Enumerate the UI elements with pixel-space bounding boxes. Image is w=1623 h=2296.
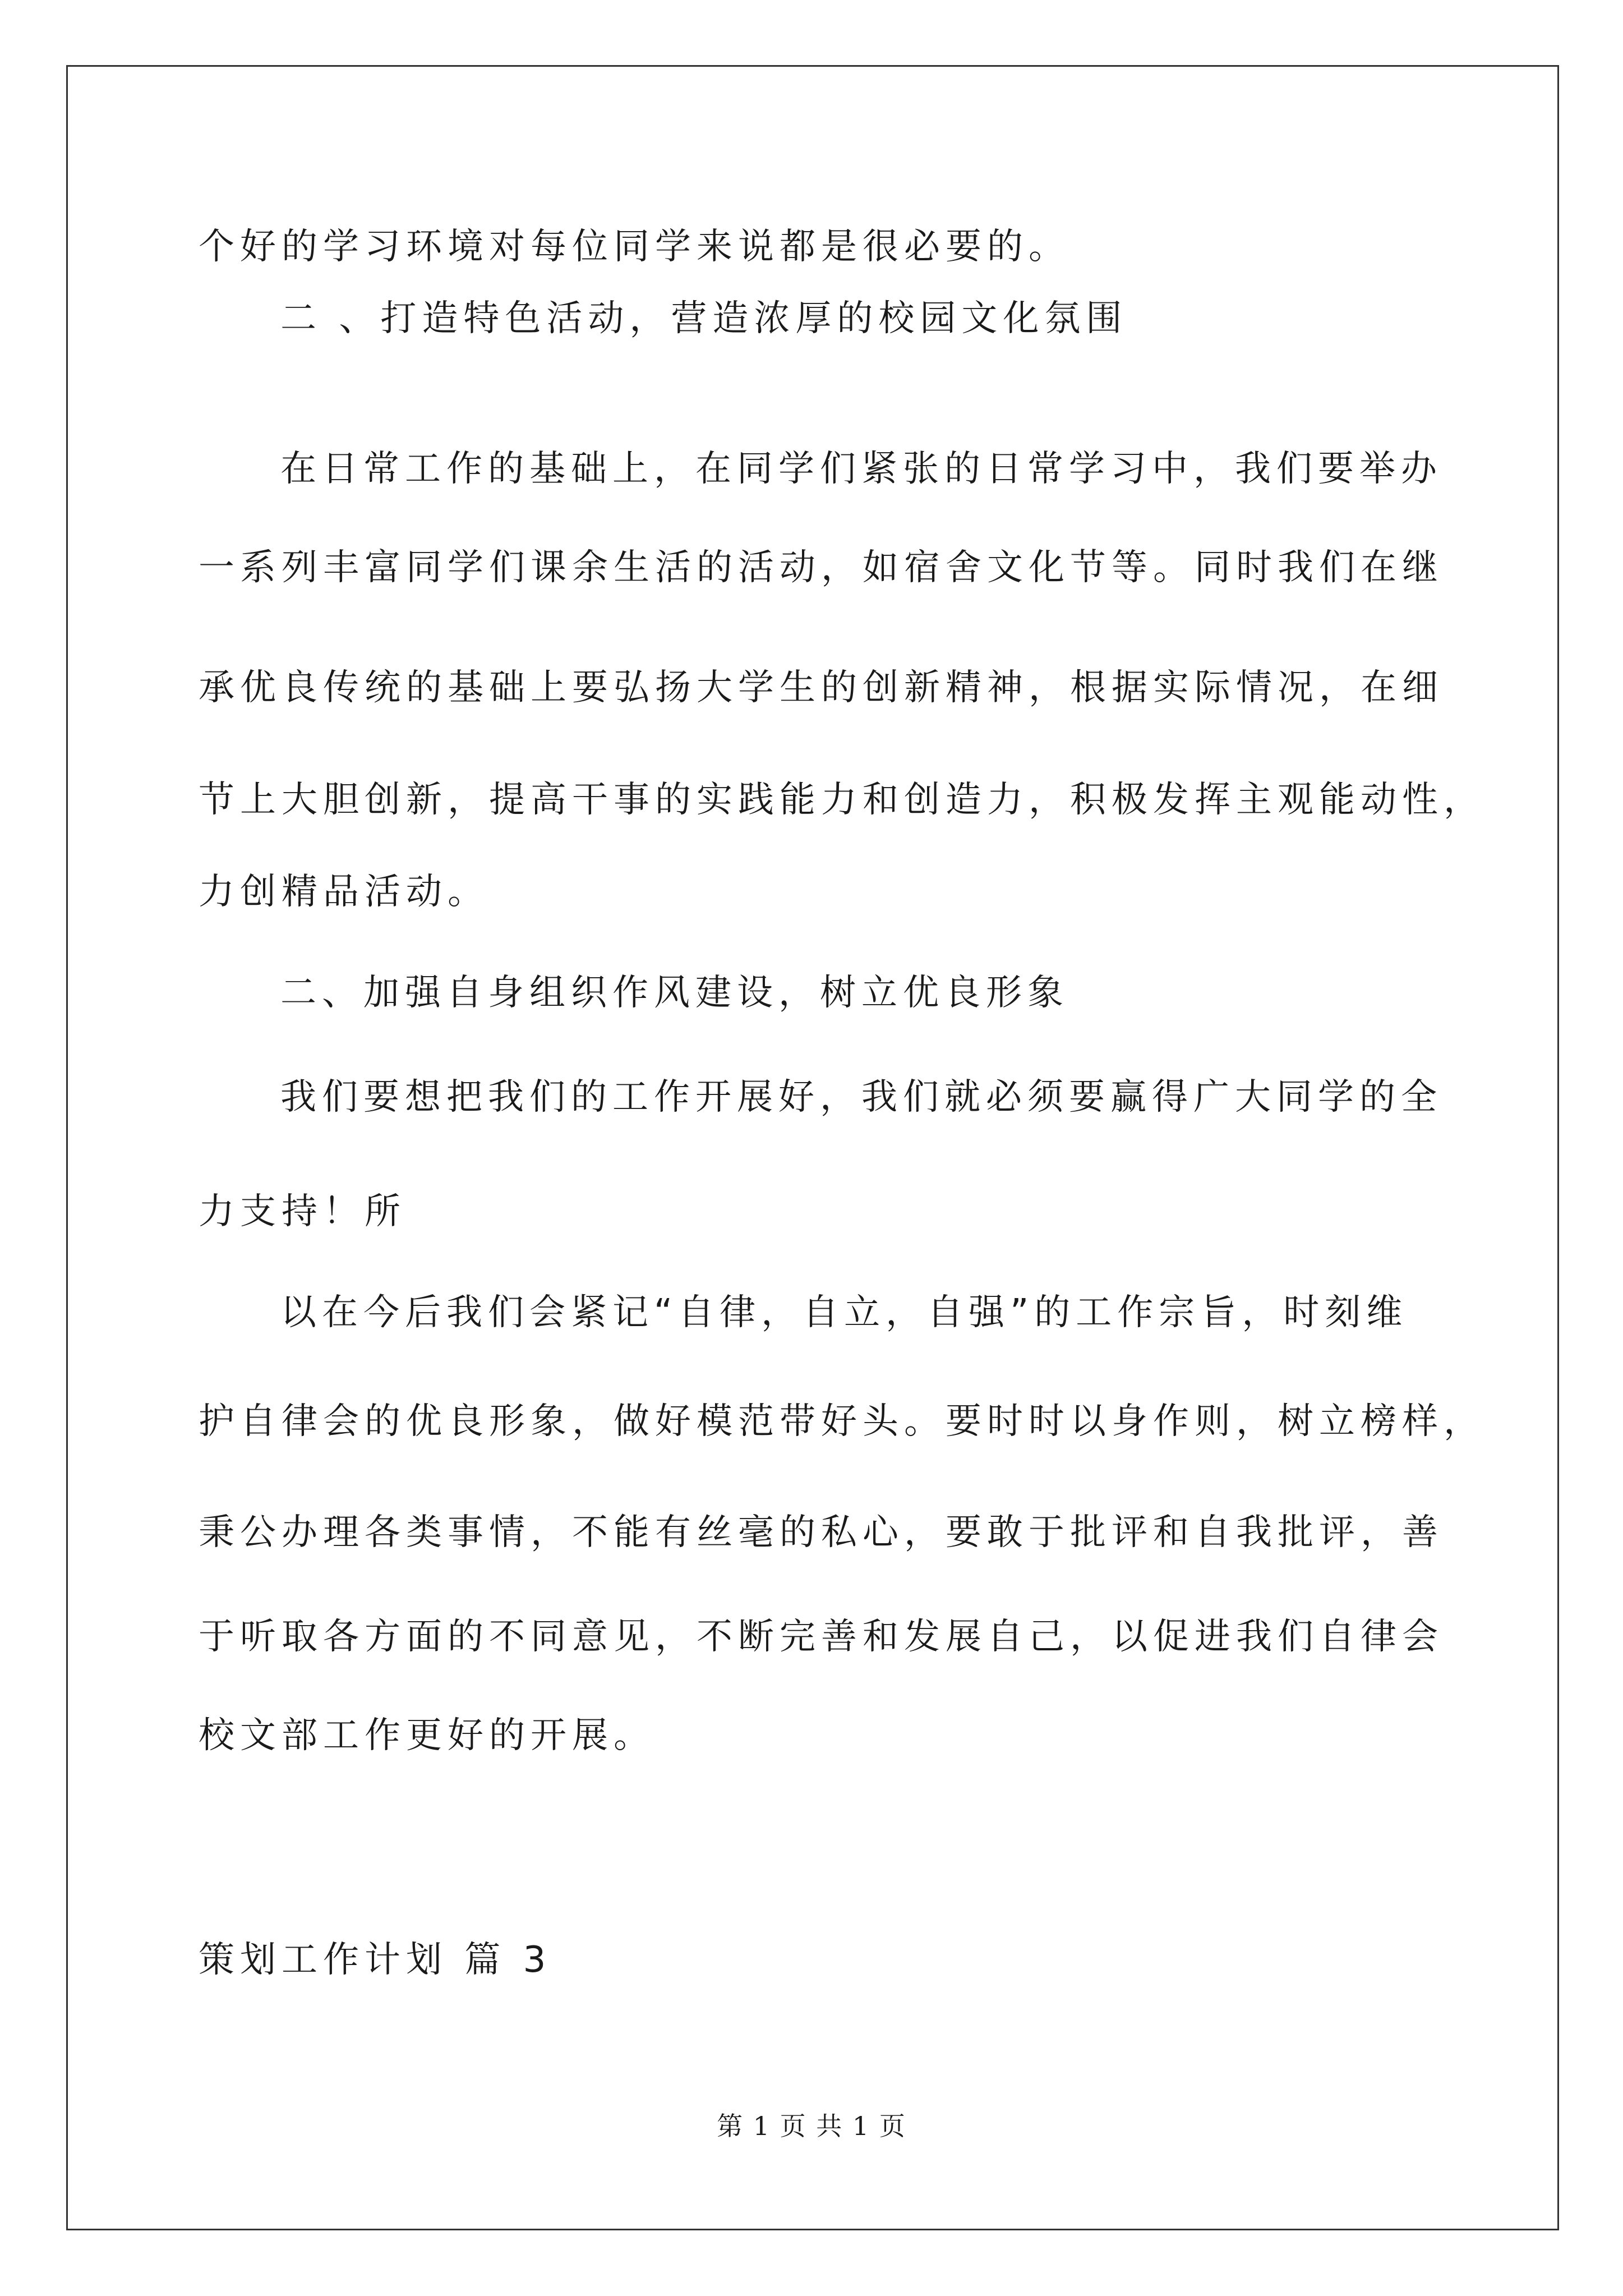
page-footer: 第 1 页 共 1 页 [717, 2111, 906, 2141]
paragraph-line: 一系列丰富同学们课余生活的活动，如宿舍文化节等。同时我们在继 [199, 547, 1444, 588]
paragraph-line: 护自律会的优良形象，做好模范带好头。要时时以身作则，树立榜样， [199, 1401, 1485, 1442]
section-heading: 二 、打造特色活动，营造浓厚的校园文化氛围 [280, 298, 1128, 339]
paragraph-line: 个好的学习环境对每位同学来说都是很必要的。 [199, 226, 1070, 268]
paragraph-line: 力支持！所 [199, 1191, 406, 1232]
section-heading: 二、加强自身组织作风建设，树立优良形象 [280, 972, 1069, 1014]
section-title: 策划工作计划 篇 3 [199, 1939, 552, 1981]
paragraph-line: 校文部工作更好的开展。 [199, 1715, 655, 1756]
paragraph-line: 节上大胆创新，提高干事的实践能力和创造力，积极发挥主观能动性， [199, 779, 1485, 821]
paragraph-line: 在日常工作的基础上，在同学们紧张的日常学习中，我们要举办 [280, 448, 1442, 490]
paragraph-line: 承优良传统的基础上要弘扬大学生的创新精神，根据实际情况，在细 [199, 667, 1444, 708]
page-border [66, 65, 1559, 2230]
paragraph-line: 秉公办理各类事情，不能有丝毫的私心，要敢于批评和自我批评，善 [199, 1512, 1444, 1553]
paragraph-line: 以在今后我们会紧记“自律，自立，自强”的工作宗旨，时刻维 [280, 1292, 1408, 1333]
paragraph-line: 于听取各方面的不同意见，不断完善和发展自己，以促进我们自律会 [199, 1616, 1444, 1658]
paragraph-line: 我们要想把我们的工作开展好，我们就必须要赢得广大同学的全 [280, 1076, 1442, 1118]
paragraph-line: 力创精品活动。 [199, 871, 489, 913]
